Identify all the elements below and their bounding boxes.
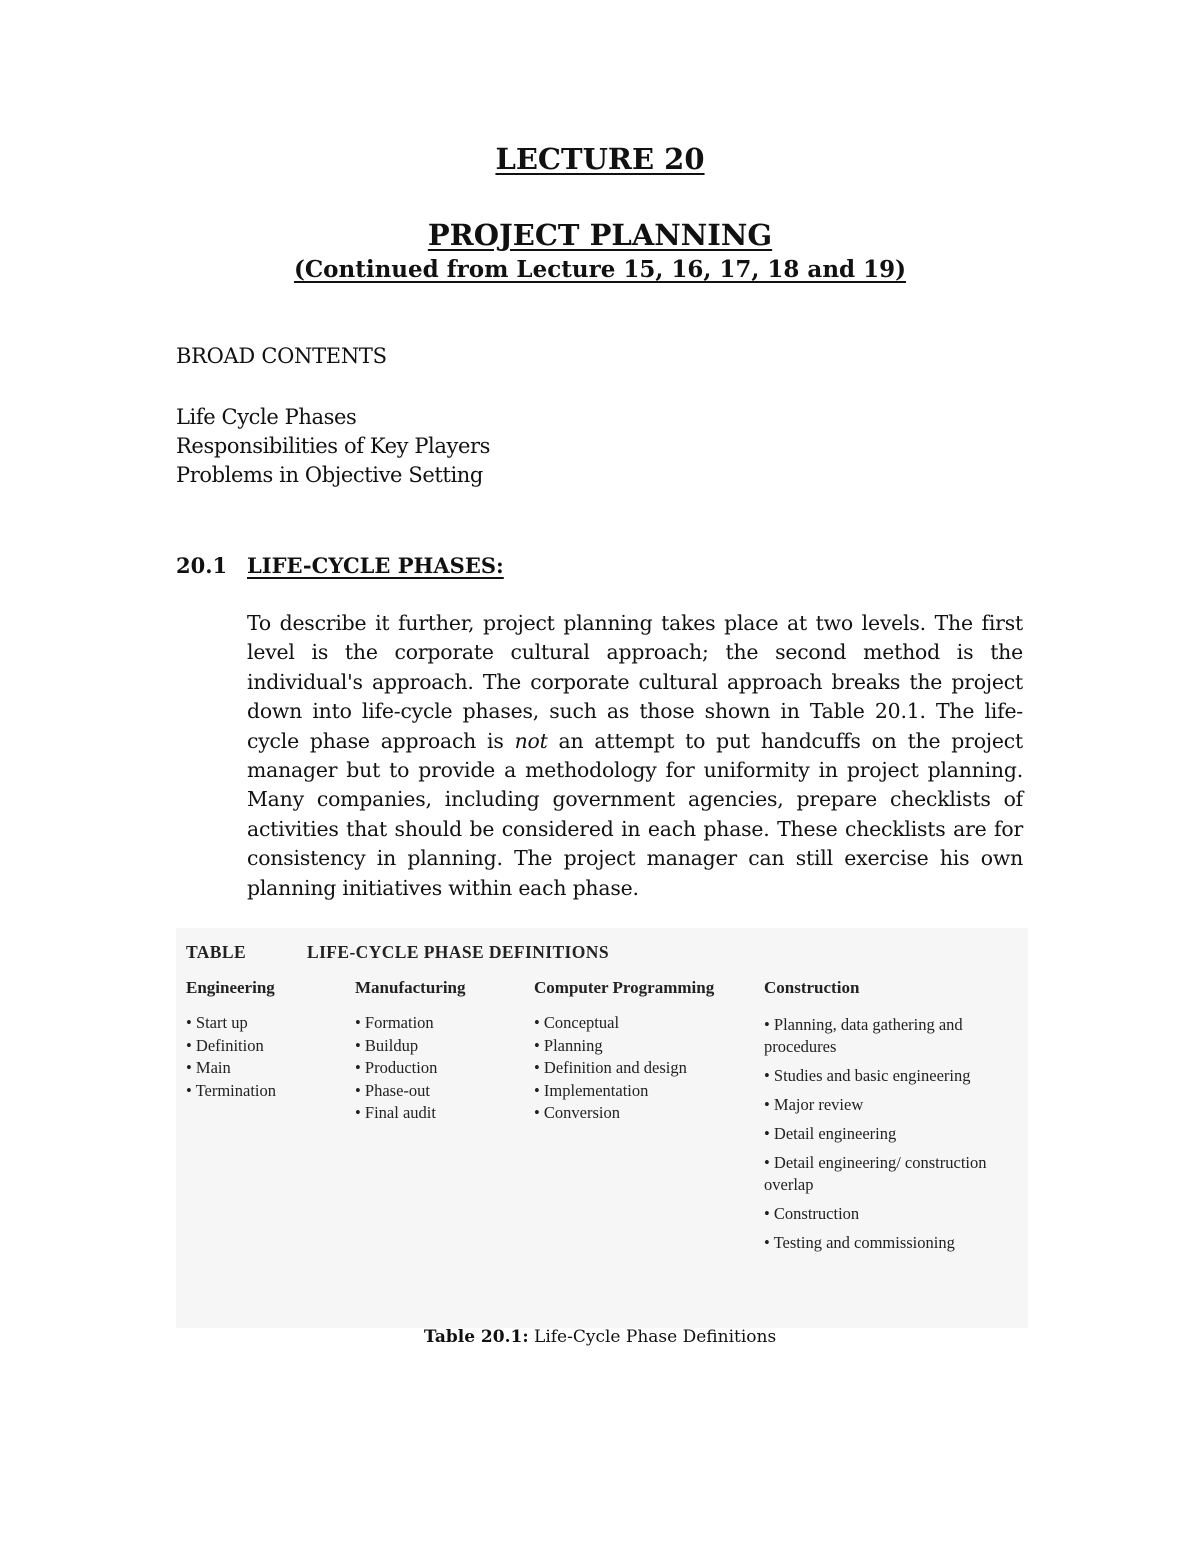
list-item: • Planning, data gathering and procedures bbox=[764, 1015, 963, 1056]
lecture-title: LECTURE 20 bbox=[495, 142, 705, 176]
paragraph-line: activities that should be considered in each phase. These checklists are for bbox=[247, 816, 1023, 841]
section-number: 20.1 bbox=[176, 553, 228, 578]
manufacturing-list bbox=[355, 1012, 437, 1125]
construction-list bbox=[764, 1014, 1019, 1261]
section-paragraph bbox=[247, 609, 1023, 903]
paragraph-line: down into life-cycle phases, such as those shown in Table 20.1. The life- bbox=[247, 699, 1023, 724]
table-title: LIFE-CYCLE PHASE DEFINITIONS bbox=[307, 942, 609, 962]
engineering-list bbox=[186, 1012, 276, 1102]
list-item: • Major review bbox=[764, 1095, 864, 1114]
paragraph-line bbox=[247, 727, 1023, 756]
section-title: LIFE-CYCLE PHASES: bbox=[247, 553, 504, 578]
list-item: • Phase-out bbox=[355, 1080, 430, 1100]
list-item: • Conceptual bbox=[534, 1013, 620, 1032]
list-item: • Testing and commissioning bbox=[764, 1233, 955, 1252]
list-item: Life Cycle Phases bbox=[176, 405, 357, 429]
list-item: • Conversion bbox=[534, 1103, 620, 1122]
list-item: • Start up bbox=[186, 1013, 248, 1032]
column-header-manufacturing: Manufacturing bbox=[355, 978, 466, 997]
list-item: Problems in Objective Setting bbox=[176, 463, 483, 487]
list-item: • Studies and basic engineering bbox=[764, 1066, 971, 1085]
caption-label: Table 20.1: bbox=[423, 1327, 529, 1347]
broad-contents-heading: BROAD CONTENTS bbox=[176, 344, 387, 368]
column-header-engineering: Engineering bbox=[186, 978, 275, 997]
column-header-construction: Construction bbox=[764, 978, 860, 997]
list-item: Responsibilities of Key Players bbox=[176, 434, 491, 458]
text-run: cycle phase approach is bbox=[247, 728, 515, 753]
list-item: • Definition and design bbox=[534, 1058, 687, 1077]
broad-contents-list bbox=[176, 403, 490, 490]
list-item: • Termination bbox=[186, 1080, 277, 1100]
table-caption bbox=[0, 1327, 1200, 1347]
list-item: • Final audit bbox=[355, 1103, 436, 1122]
paragraph-line: individual's approach. The corporate cultural approach breaks the project bbox=[247, 669, 1023, 694]
list-item: • Detail engineering/ construction overlap bbox=[764, 1153, 987, 1194]
list-item: • Planning bbox=[534, 1035, 603, 1055]
computer-programming-list bbox=[534, 1012, 687, 1125]
paragraph-line: manager but to provide a methodology for uniformity in project planning. bbox=[247, 758, 1023, 783]
column-header-computer-programming: Computer Programming bbox=[534, 978, 715, 997]
emphasis-not: not bbox=[514, 728, 548, 753]
list-item: • Formation bbox=[355, 1013, 434, 1032]
paragraph-line: planning initiatives within each phase. bbox=[247, 875, 639, 900]
text-run: an attempt to put handcuffs on the project bbox=[547, 728, 1023, 753]
caption-text: Life-Cycle Phase Definitions bbox=[528, 1327, 777, 1347]
paragraph-line: Many companies, including government agencies, prepare checklists of bbox=[247, 787, 1023, 812]
paragraph-line: level is the corporate cultural approach; the second method is the bbox=[247, 640, 1023, 665]
list-item: • Detail engineering bbox=[764, 1124, 897, 1143]
paragraph-line: consistency in planning. The project manager can still exercise his own bbox=[247, 846, 1023, 871]
list-item: • Construction bbox=[764, 1204, 860, 1223]
list-item: • Definition bbox=[186, 1035, 264, 1055]
list-item: • Production bbox=[355, 1058, 438, 1077]
list-item: • Main bbox=[186, 1058, 231, 1077]
life-cycle-table bbox=[176, 928, 1028, 1328]
page-title: PROJECT PLANNING bbox=[427, 218, 773, 252]
table-label: TABLE bbox=[186, 942, 247, 962]
paragraph-line: To describe it further, project planning takes place at two levels. The first bbox=[247, 611, 1023, 635]
list-item: • Buildup bbox=[355, 1035, 419, 1055]
list-item: • Implementation bbox=[534, 1080, 649, 1100]
page-subtitle: (Continued from Lecture 15, 16, 17, 18 and 19) bbox=[293, 256, 907, 283]
